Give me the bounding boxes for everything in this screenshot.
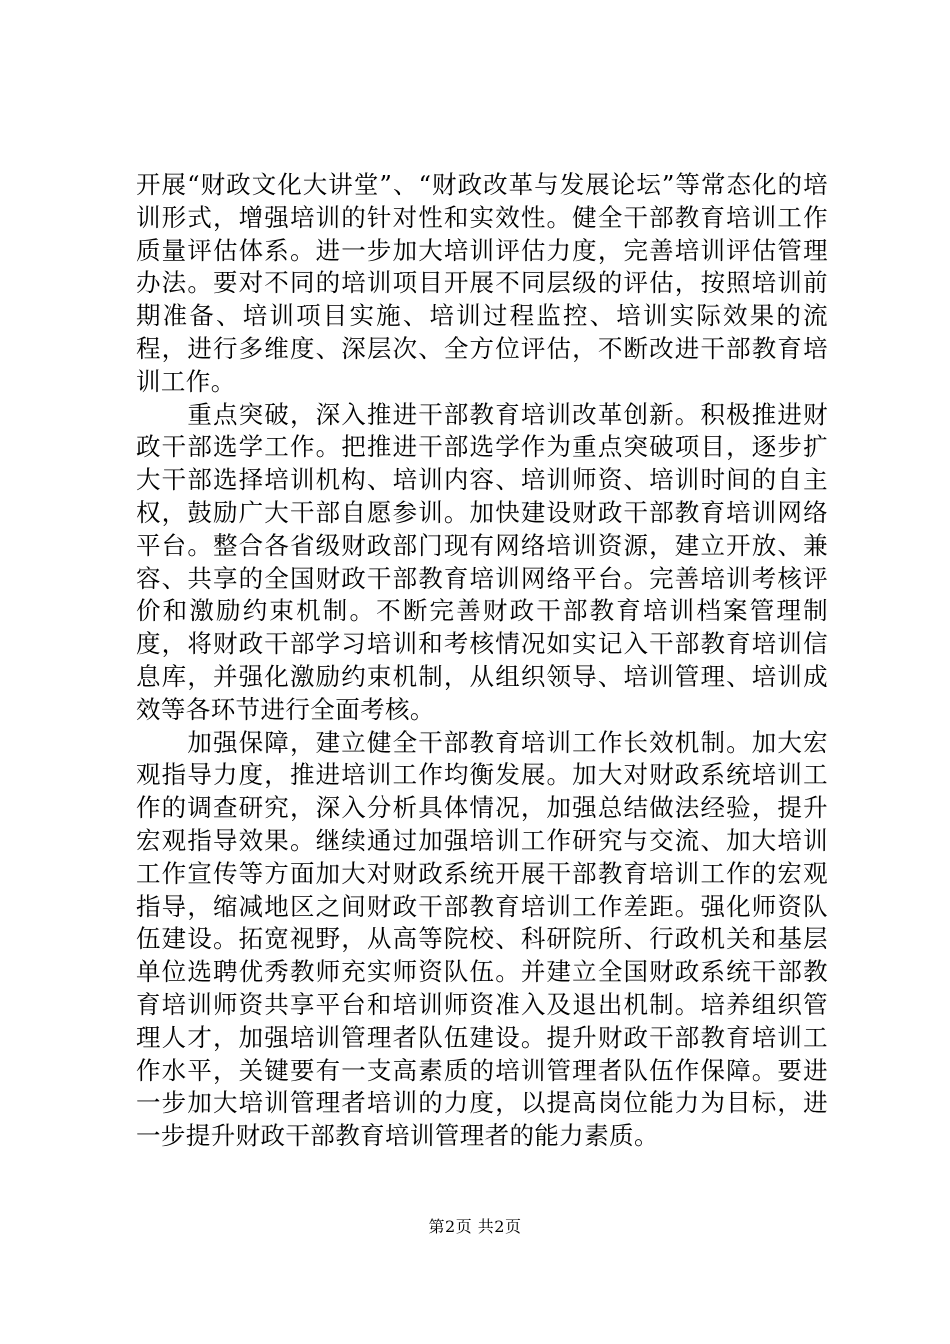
- paragraph-evaluation: 开展“财政文化大讲堂”、“财政改革与发展论坛”等常态化的培训形式，增强培训的针对性和实效性。健全干部教育培训工作质量评估体系。进一步加大培训评估力度，完善培训评估管理办法。要对不同的培训项目开展不同层级的评估，按照培训前期准备、培训项目实施、培训过程监控、培训实际效果的流程，进行多维度、深层次、全方位评估，不断改进干部教育培训工作。: [136, 170, 828, 396]
- document-body: [136, 169, 828, 1153]
- paragraph-reform-innovation: 重点突破，深入推进干部教育培训改革创新。积极推进财政干部选学工作。把推进干部选学作为重点突破项目，逐步扩大干部选择培训机构、培训内容、培训师资、培训时间的自主权，鼓励广大干部自愿参训。加快建设财政干部教育培训网络平台。整合各省级财政部门现有网络培训资源，建立开放、兼容、共享的全国财政干部教育培训网络平台。完善培训考核评价和激励约束机制。不断完善财政干部教育培训档案管理制度，将财政干部学习培训和考核情况如实记入干部教育培训信息库，并强化激励约束机制，从组织领导、培训管理、培训成效等各环节进行全面考核。: [136, 399, 828, 724]
- page-footer: 第2页 共2页: [428, 1217, 522, 1236]
- paragraph-safeguard-mechanism: 加强保障，建立健全干部教育培训工作长效机制。加大宏观指导力度，推进培训工作均衡发展。加大对财政系统培训工作的调查研究，深入分析具体情况，加强总结做法经验，提升宏观指导效果。继续通过加强培训工作研究与交流、加大培训工作宣传等方面加大对财政系统开展干部教育培训工作的宏观指导，缩减地区之间财政干部教育培训工作差距。强化师资队伍建设。拓宽视野，从高等院校、科研院所、行政机关和基层单位选聘优秀教师充实师资队伍。并建立全国财政系统干部教育培训师资共享平台和培训师资准入及退出机制。培养组织管理人才，加强培训管理者队伍建设。提升财政干部教育培训工作水平，关键要有一支高素质的培训管理者队伍作保障。要进一步加大培训管理者培训的力度，以提高岗位能力为目标，进一步提升财政干部教育培训管理者的能力素质。: [136, 727, 828, 1151]
